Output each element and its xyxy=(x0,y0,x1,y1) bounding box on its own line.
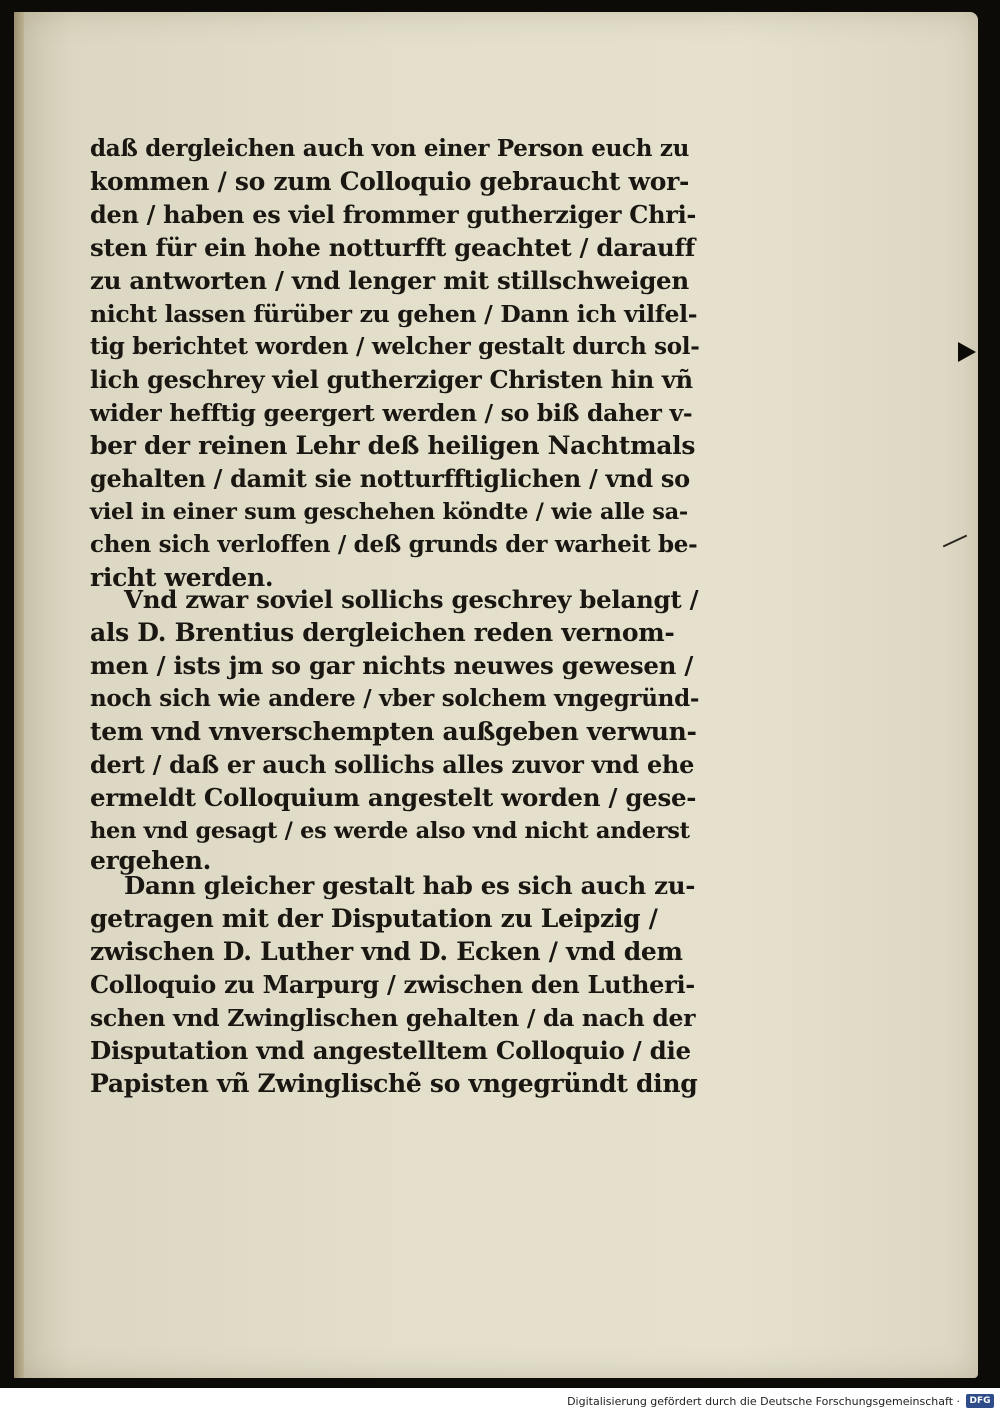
page-spine-edge xyxy=(14,12,24,1378)
text-line: viel in einer sum geschehen köndte / wie alle sa- xyxy=(90,499,688,525)
text-line: hen vnd gesagt / es werde also vnd nicht anderst xyxy=(90,818,690,844)
text-line: men / ists jm so gar nichts neuwes gewesen / xyxy=(90,651,694,680)
text-line: sten für ein hohe notturfft geachtet / darauff xyxy=(90,233,696,262)
text-line: lich geschrey viel gutherziger Christen hin vñ xyxy=(90,365,693,394)
text-line: tig berichtet worden / welcher gestalt durch sol- xyxy=(90,333,700,360)
text-line: gehalten / damit sie notturfftiglichen / vnd so xyxy=(90,464,690,493)
text-line: Colloquio zu Marpurg / zwischen den Lutheri- xyxy=(90,970,695,999)
text-line: richt werden. xyxy=(90,563,274,592)
text-line: kommen / so zum Colloquio gebraucht wor- xyxy=(90,167,690,196)
paragraph-start-line: Vnd zwar soviel sollichs geschrey belangt / xyxy=(124,585,699,614)
paragraph-start-line: Dann gleicher gestalt hab es sich auch zu- xyxy=(124,871,696,900)
text-line: den / haben es viel frommer gutherziger Chri- xyxy=(90,200,697,229)
text-line: nicht lassen fürüber zu gehen / Dann ich vilfel- xyxy=(90,300,698,328)
text-line: daß dergleichen auch von einer Person euch zu xyxy=(90,135,690,162)
text-line: als D. Brentius dergleichen reden vernom- xyxy=(90,618,675,647)
text-line: schen vnd Zwinglischen gehalten / da nach der xyxy=(90,1004,696,1032)
page-edge-notch xyxy=(958,342,976,362)
funding-credit: Digitalisierung gefördert durch die Deutsche Forschungsgemeinschaft · xyxy=(567,1395,960,1408)
text-line: ergehen. xyxy=(90,846,212,875)
text-line: tem vnd vnverschempten außgeben verwun- xyxy=(90,717,697,746)
text-line: dert / daß er auch sollichs alles zuvor vnd ehe xyxy=(90,750,695,779)
text-line: chen sich verloffen / deß grunds der warheit be- xyxy=(90,531,698,558)
text-line: Disputation vnd angestelltem Colloquio / die xyxy=(90,1036,691,1065)
text-line: ermeldt Colloquium angestelt worden / gese- xyxy=(90,783,697,812)
text-line: ber der reinen Lehr deß heiligen Nachtmals xyxy=(90,431,696,460)
text-line: zwischen D. Luther vnd D. Ecken / vnd dem xyxy=(90,937,683,966)
text-line: getragen mit der Disputation zu Leipzig / xyxy=(90,904,658,933)
text-line: zu antworten / vnd lenger mit stillschweigen xyxy=(90,266,689,295)
text-line: noch sich wie andere / vber solchem vngegründ- xyxy=(90,685,700,712)
text-line: Papisten vñ Zwinglischẽ so vngegründt ding xyxy=(90,1069,698,1098)
dfg-logo-icon: DFG xyxy=(966,1394,994,1408)
text-line: wider hefftig geergert werden / so biß daher v- xyxy=(90,399,693,427)
